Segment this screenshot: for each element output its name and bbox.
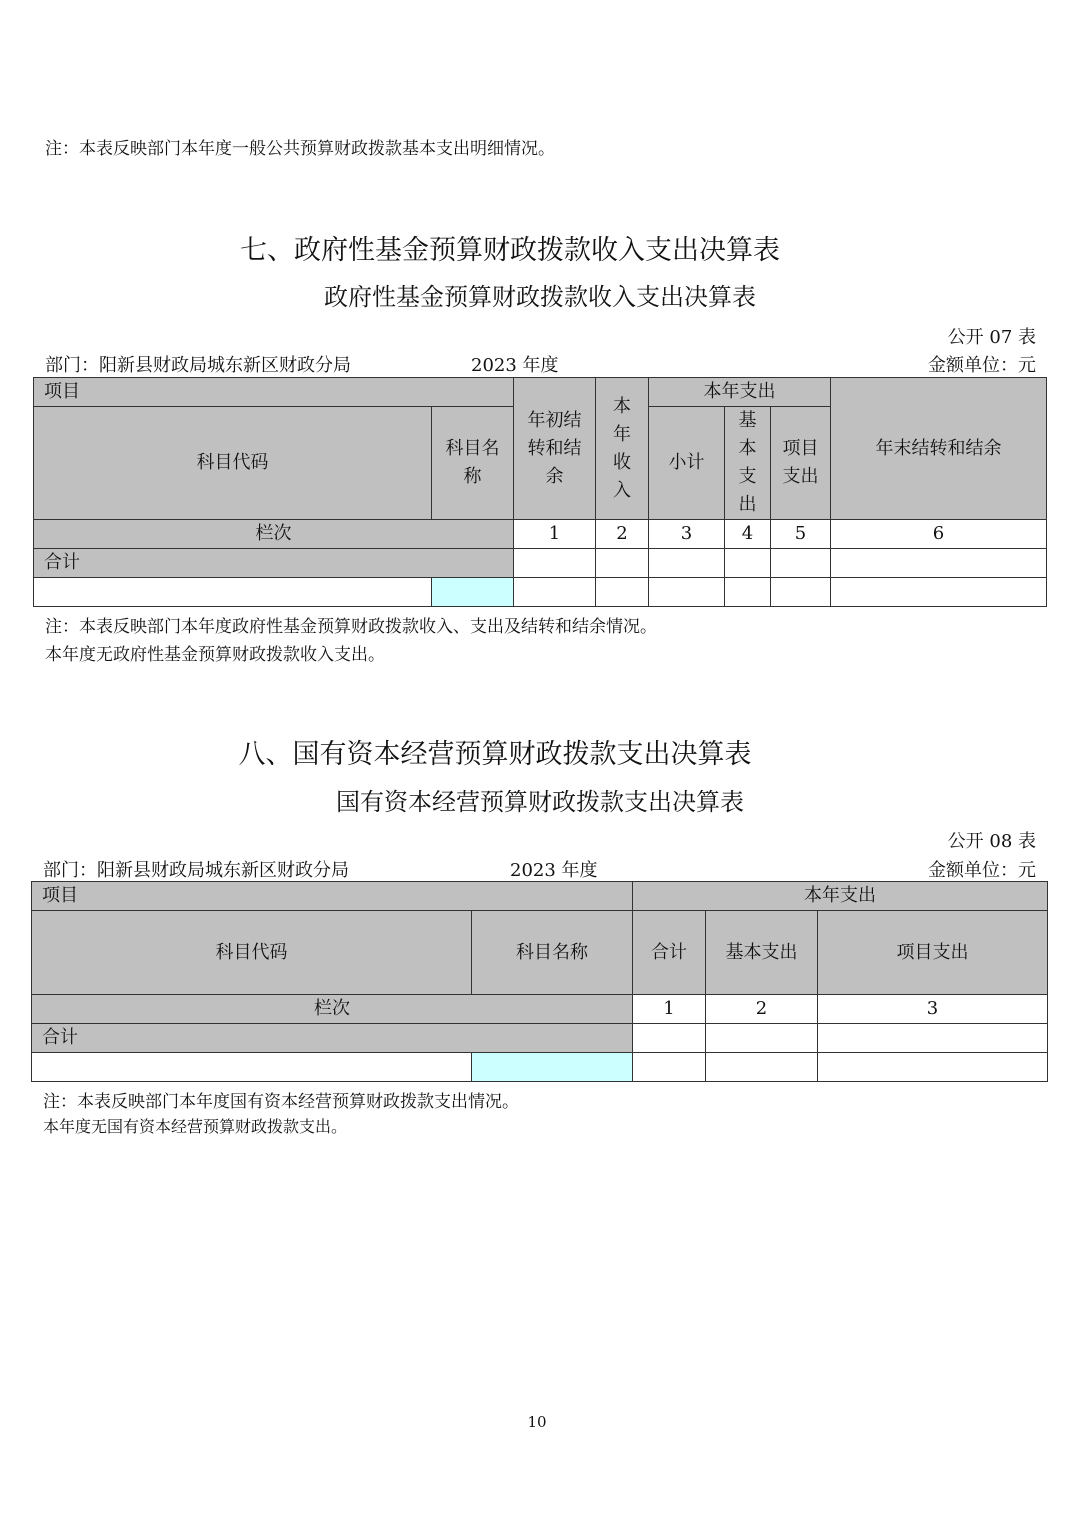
s7-empty-name-cell <box>432 578 514 607</box>
section8-note: 注：本表反映部门本年度国有资本经营预算财政拨款支出情况。 <box>43 1092 519 1112</box>
s8-total-cell <box>818 1024 1048 1053</box>
s8-col-2: 2 <box>706 995 818 1024</box>
s8-empty-cell <box>706 1053 818 1082</box>
section8-heading: 八、国有资本经营预算财政拨款支出决算表 <box>238 739 752 770</box>
s7-header-begin-balance: 年初结转和结余 <box>514 378 596 520</box>
s7-empty-cell <box>596 578 649 607</box>
s8-header-expense-group: 本年支出 <box>633 882 1048 911</box>
section8-title: 国有资本经营预算财政拨款支出决算表 <box>336 788 744 816</box>
s7-empty-cell <box>771 578 831 607</box>
section7-note2: 本年度无政府性基金预算财政拨款收入支出。 <box>45 645 385 665</box>
section7-table-no: 公开 07 表 <box>947 327 1036 348</box>
section8-dept: 部门：阳新县财政局城东新区财政分局 <box>43 860 349 881</box>
s7-header-subject-code: 科目代码 <box>34 407 432 520</box>
s7-header-expense-group: 本年支出 <box>649 378 831 407</box>
s7-total-cell <box>514 549 596 578</box>
section8-table <box>31 881 1048 1082</box>
s8-empty-cell <box>32 1053 472 1082</box>
s7-header-income: 本年收入 <box>596 378 649 520</box>
section8-year: 2023 年度 <box>510 860 598 881</box>
s7-col-2: 2 <box>596 520 649 549</box>
s7-total-cell <box>725 549 771 578</box>
section7-heading: 七、政府性基金预算财政拨款收入支出决算表 <box>240 235 780 266</box>
s8-total-cell <box>706 1024 818 1053</box>
s7-header-item: 项目 <box>34 378 514 407</box>
s8-col-3: 3 <box>818 995 1048 1024</box>
s7-row-label: 栏次 <box>34 520 514 549</box>
s7-header-project: 项目支出 <box>771 407 831 520</box>
s8-row-label: 栏次 <box>32 995 633 1024</box>
section7-title: 政府性基金预算财政拨款收入支出决算表 <box>324 283 756 311</box>
s7-col-5: 5 <box>771 520 831 549</box>
section7-unit: 金额单位：元 <box>928 355 1036 376</box>
section8-note2: 本年度无国有资本经营预算财政拨款支出。 <box>43 1117 348 1136</box>
page-number: 10 <box>527 1413 547 1431</box>
s8-header-project: 项目支出 <box>818 911 1048 995</box>
s7-empty-cell <box>514 578 596 607</box>
s8-total-label: 合计 <box>32 1024 633 1053</box>
s8-header-total: 合计 <box>633 911 706 995</box>
s7-col-1: 1 <box>514 520 596 549</box>
s7-header-subtotal: 小计 <box>649 407 725 520</box>
s7-col-4: 4 <box>725 520 771 549</box>
section7-dept: 部门：阳新县财政局城东新区财政分局 <box>45 355 351 376</box>
section7-table <box>33 377 1047 607</box>
s8-header-basic: 基本支出 <box>706 911 818 995</box>
s8-header-subject-name: 科目名称 <box>472 911 633 995</box>
s7-header-subject-name: 科目名称 <box>432 407 514 520</box>
s7-empty-cell <box>831 578 1047 607</box>
s7-total-cell <box>831 549 1047 578</box>
section8-table-no: 公开 08 表 <box>947 831 1036 852</box>
s7-empty-cell <box>649 578 725 607</box>
s7-total-cell <box>596 549 649 578</box>
top-note: 注：本表反映部门本年度一般公共预算财政拨款基本支出明细情况。 <box>45 139 555 159</box>
s7-total-cell <box>771 549 831 578</box>
s8-header-subject-code: 科目代码 <box>32 911 472 995</box>
s7-total-cell <box>649 549 725 578</box>
s8-total-cell <box>633 1024 706 1053</box>
s7-empty-cell <box>725 578 771 607</box>
s7-col-6: 6 <box>831 520 1047 549</box>
s8-empty-name-cell <box>472 1053 633 1082</box>
s8-empty-cell <box>633 1053 706 1082</box>
s7-empty-cell <box>34 578 432 607</box>
s7-header-basic: 基本支出 <box>725 407 771 520</box>
s7-header-end-balance: 年末结转和结余 <box>831 378 1047 520</box>
s8-empty-cell <box>818 1053 1048 1082</box>
s7-total-label: 合计 <box>34 549 514 578</box>
s7-col-3: 3 <box>649 520 725 549</box>
section8-unit: 金额单位：元 <box>928 860 1036 881</box>
section7-note: 注：本表反映部门本年度政府性基金预算财政拨款收入、支出及结转和结余情况。 <box>45 617 657 637</box>
s8-col-1: 1 <box>633 995 706 1024</box>
s8-header-item: 项目 <box>32 882 633 911</box>
section7-year: 2023 年度 <box>471 355 559 376</box>
